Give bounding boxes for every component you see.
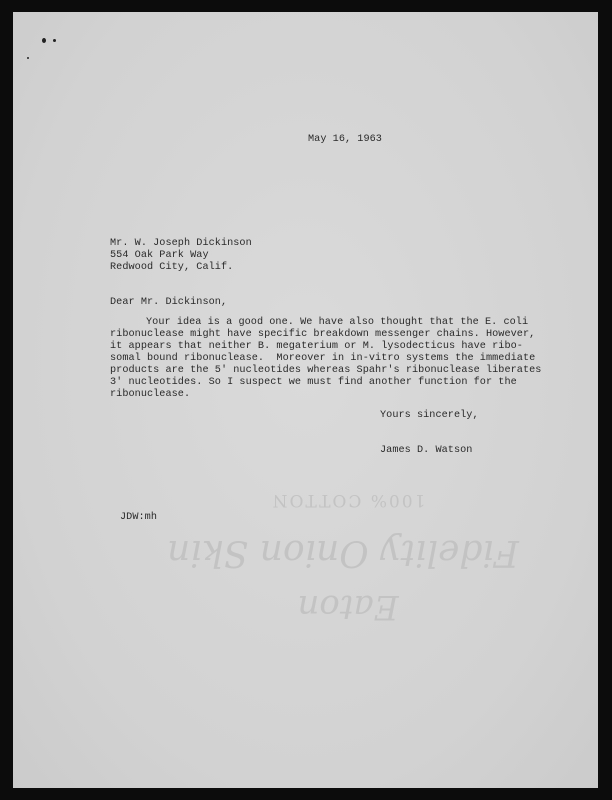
body-line: 3' nucleotides. So I suspect we must find another function for the <box>110 377 517 388</box>
body-line: Your idea is a good one. We have also thought that the E. coli <box>146 317 529 328</box>
watermark-paper-name: Fidelity Onion Skin <box>167 532 519 573</box>
recipient-city: Redwood City, Calif. <box>110 262 234 273</box>
closing: Yours sincerely, <box>380 410 479 421</box>
watermark-fiber: 100% COTTON <box>270 490 426 510</box>
body-line: somal bound ribonuclease. Moreover in in-vitro systems the immediate <box>110 353 536 364</box>
punch-speck <box>27 57 29 59</box>
body-line: it appears that neither B. megaterium or M. lysodecticus have ribo- <box>110 341 523 352</box>
typist-initials: JDW:mh <box>120 512 157 523</box>
watermark-brand: Eaton <box>297 587 399 627</box>
body-line: ribonuclease. <box>110 389 191 400</box>
salutation: Dear Mr. Dickinson, <box>110 297 228 308</box>
punch-speck <box>42 38 46 43</box>
body-line: products are the 5' nucleotides whereas Spahr's ribonuclease liberates <box>110 365 542 376</box>
letter-page <box>13 12 598 788</box>
body-line: ribonuclease might have specific breakdown messenger chains. However, <box>110 329 536 340</box>
recipient-name: Mr. W. Joseph Dickinson <box>110 238 252 249</box>
letter-date: May 16, 1963 <box>308 134 382 145</box>
punch-speck <box>53 39 56 42</box>
signature-name: James D. Watson <box>380 445 473 456</box>
recipient-street: 554 Oak Park Way <box>110 250 209 261</box>
